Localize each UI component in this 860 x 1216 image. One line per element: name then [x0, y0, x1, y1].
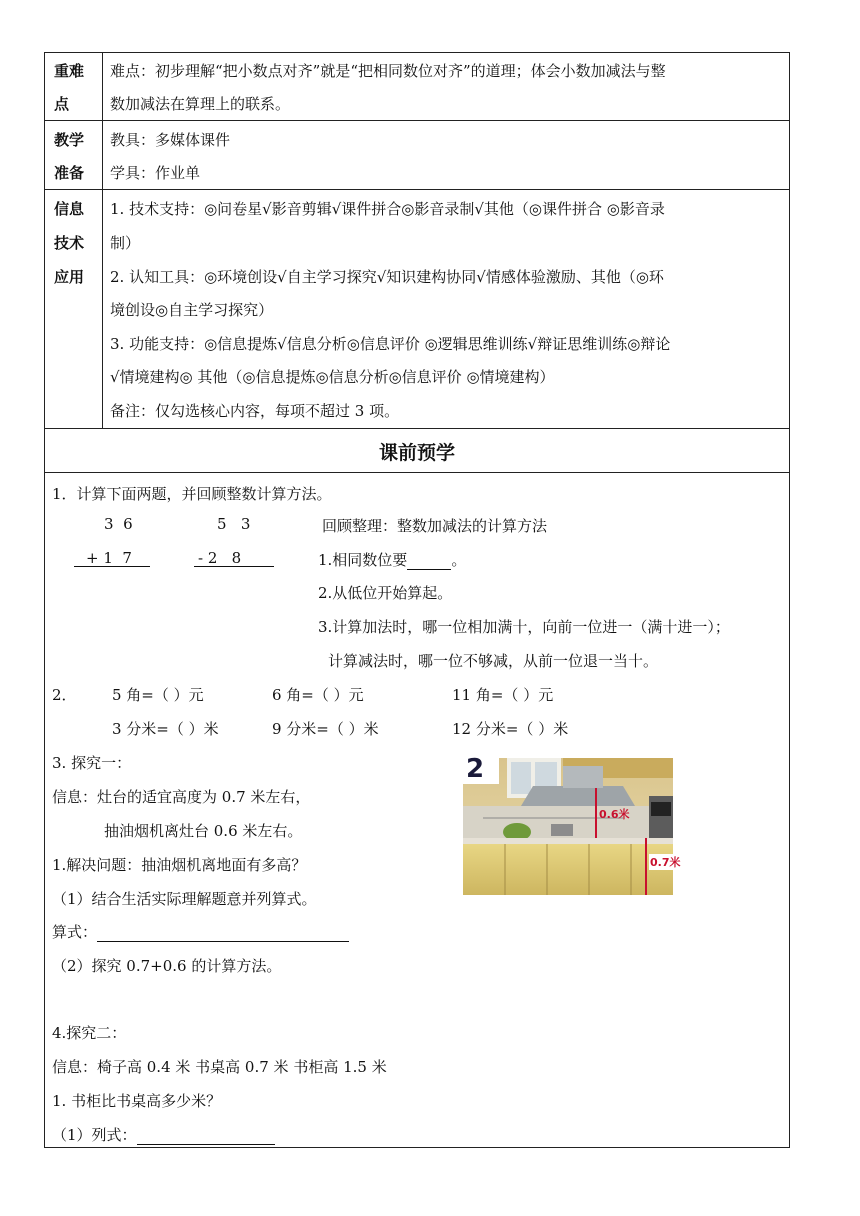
kitchen-image — [463, 754, 681, 895]
review-rule-1-text: 1.相同数位要 — [318, 551, 408, 569]
q2-number: 2． — [52, 686, 77, 704]
q4-title: 4.探究二： — [52, 1024, 127, 1042]
q3-title: 3. 探究一： — [52, 754, 132, 772]
label-column-divider — [102, 52, 103, 428]
problem-a-line — [74, 566, 150, 567]
q3-formula — [52, 921, 349, 942]
problem-a-bottom: + 1 7 — [86, 549, 132, 567]
q4-info: 信息：椅子高 0.4 米 书桌高 0.7 米 书柜高 1.5 米 — [52, 1058, 387, 1076]
review-title: 回顾整理：整数加减法的计算方法 — [322, 517, 548, 535]
label-lower-height: 0.7米 — [650, 856, 681, 869]
q3-step-1: （1）结合生活实际理解题意并列算式。 — [52, 890, 317, 908]
it-line: 2. 认知工具：◎环境创设√自主学习探究√知识建构协同√情感体验激励、其他（◎环 — [110, 268, 664, 286]
q2-conversion-c: 11 角=（ ）元 — [452, 686, 554, 704]
prep-student-aids: 学具：作业单 — [110, 164, 201, 182]
prep-label-2: 准备 — [54, 164, 85, 182]
q4-problem: 1. 书柜比书桌高多少米？ — [52, 1092, 222, 1110]
prep-teaching-aids: 教具：多媒体课件 — [110, 131, 231, 149]
label-upper-height: 0.6米 — [599, 808, 630, 821]
it-line: 备注：仅勾选核心内容，每项不超过 3 项。 — [110, 402, 400, 420]
problem-b-line — [194, 566, 274, 567]
q1-title: 1．计算下面两题，并回顾整数计算方法。 — [52, 485, 332, 503]
difficulty-text-line-1: 难点：初步理解“把小数点对齐”就是“把相同数位对齐”的道理；体会小数加减法与整 — [110, 62, 666, 80]
problem-a-top: 3 6 — [104, 515, 133, 533]
q2-conversion-a: 5 角=（ ）元 — [112, 686, 204, 704]
difficulty-label-1: 重难 — [54, 62, 85, 80]
it-line: 制） — [110, 234, 141, 252]
q2-conversion-f: 12 分米=（ ）米 — [452, 720, 569, 738]
it-line: 3. 功能支持：◎信息提炼√信息分析◎信息评价 ◎逻辑思维训练√辩证思维训练◎辩论 — [110, 335, 671, 353]
row-divider-3 — [44, 428, 790, 429]
it-line: 境创设◎自主学习探究） — [110, 301, 274, 319]
it-line: √情境建构◎ 其他（◎信息提炼◎信息分析◎信息评价 ◎情境建构） — [110, 368, 555, 386]
section-title: 课前预学 — [378, 442, 455, 464]
q3-info-1: 信息：灶台的适宜高度为 0.7 米左右， — [52, 788, 311, 806]
q4-step-1-label: （1）列式： — [52, 1126, 137, 1144]
problem-b-top: 5 3 — [217, 515, 251, 533]
kitchen-badge: 2 — [466, 754, 485, 784]
review-rule-3a: 3.计算加法时，哪一位相加满十，向前一位进一（满十进一）； — [318, 618, 730, 636]
q3-formula-label: 算式： — [52, 923, 98, 941]
q3-info-2: 抽油烟机离灶台 0.6 米左右。 — [104, 822, 303, 840]
q2-conversion-d: 3 分米=（ ）米 — [112, 720, 219, 738]
q2-conversion-b: 6 角=（ ）元 — [272, 686, 364, 704]
review-rule-1-blank[interactable] — [407, 552, 451, 570]
row-divider-1 — [44, 120, 790, 121]
it-label-1: 信息 — [54, 200, 85, 218]
review-rule-1-end: 。 — [451, 551, 467, 569]
q3-problem: 1.解决问题：抽油烟机离地面有多高？ — [52, 856, 307, 874]
it-label-3: 应用 — [54, 268, 85, 286]
q3-formula-blank[interactable] — [97, 924, 349, 942]
review-rule-1 — [318, 549, 466, 570]
it-label-2: 技术 — [54, 234, 85, 252]
difficulty-text-line-2: 数加减法在算理上的联系。 — [110, 95, 291, 113]
kitchen-illustration — [463, 758, 673, 895]
it-line: 1. 技术支持：◎问卷星√影音剪辑√课件拼合◎影音录制√其他（◎课件拼合 ◎影音录 — [110, 200, 665, 218]
q2-conversion-e: 9 分米=（ ）米 — [272, 720, 379, 738]
difficulty-label-2: 点 — [54, 95, 70, 113]
q4-step-1 — [52, 1124, 275, 1145]
row-divider-2 — [44, 189, 790, 190]
prep-label-1: 教学 — [54, 131, 85, 149]
row-divider-4 — [44, 472, 790, 473]
q4-step-1-blank[interactable] — [137, 1127, 275, 1145]
review-rule-3b: 计算减法时，哪一位不够减，从前一位退一当十。 — [328, 652, 659, 670]
q3-step-2: （2）探究 0.7+0.6 的计算方法。 — [52, 957, 282, 975]
review-rule-2: 2.从低位开始算起。 — [318, 584, 453, 602]
problem-b-bottom: - 2 8 — [198, 549, 242, 567]
